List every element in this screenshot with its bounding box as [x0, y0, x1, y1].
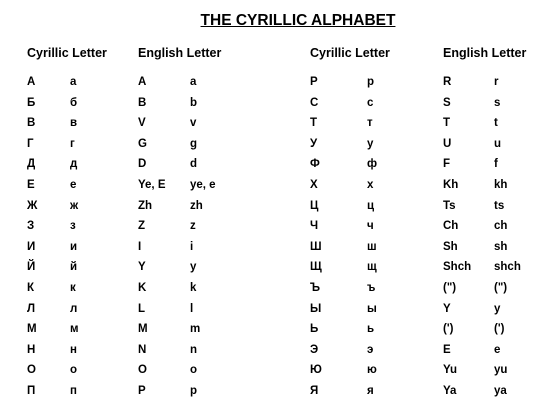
english-lower: p	[190, 384, 198, 397]
cyrillic-upper: Л	[27, 302, 36, 315]
english-lower-right: ch	[494, 220, 508, 233]
cyrillic-upper: Н	[27, 343, 36, 356]
english-lower-right: sh	[494, 240, 508, 253]
english-lower: k	[190, 281, 197, 294]
cyrillic-upper-right: Ъ	[310, 281, 321, 294]
cyrillic-lower-right: ю	[367, 364, 377, 377]
english-upper-right: (')	[443, 323, 454, 336]
cyrillic-lower-right: ь	[367, 323, 375, 336]
english-upper: N	[138, 343, 147, 356]
table-row	[0, 237, 537, 258]
cyrillic-lower: й	[70, 261, 78, 274]
english-lower: i	[190, 240, 194, 253]
english-upper: Zh	[138, 199, 153, 212]
cyrillic-upper-right: Ч	[310, 220, 319, 233]
english-upper-right: Sh	[443, 240, 458, 253]
cyrillic-lower: д	[70, 158, 78, 171]
cyrillic-upper-right: У	[310, 137, 318, 150]
english-lower-right: (")	[494, 281, 508, 294]
header-english-left: English Letter	[138, 46, 222, 60]
english-upper: G	[138, 137, 147, 150]
cyrillic-lower-right: х	[367, 178, 374, 191]
english-lower-right: r	[494, 76, 499, 88]
english-lower-right: s	[494, 96, 501, 109]
table-row	[0, 93, 537, 114]
cyrillic-upper: Й	[27, 261, 36, 274]
english-lower: o	[190, 364, 198, 377]
english-upper: P	[138, 384, 146, 397]
cyrillic-lower: в	[70, 117, 78, 130]
cyrillic-lower-right: с	[367, 96, 374, 109]
cyrillic-upper-right: Х	[310, 178, 318, 191]
cyrillic-lower: г	[70, 137, 75, 150]
table-row	[0, 278, 537, 299]
english-lower-right: u	[494, 137, 502, 150]
english-lower: l	[190, 302, 194, 315]
english-upper-right: Y	[443, 302, 451, 315]
cyrillic-lower: л	[70, 302, 78, 315]
table-row	[0, 72, 537, 93]
cyrillic-upper: П	[27, 384, 36, 397]
english-upper: D	[138, 158, 147, 171]
cyrillic-upper: Г	[27, 137, 34, 150]
english-upper: M	[138, 323, 148, 336]
cyrillic-upper-right: Щ	[310, 261, 322, 274]
english-lower-right: shch	[494, 261, 521, 274]
table-row	[0, 299, 537, 320]
table-row	[0, 196, 537, 217]
cyrillic-upper: В	[27, 117, 36, 130]
english-upper: Z	[138, 220, 146, 233]
cyrillic-lower-right: у	[367, 137, 374, 150]
english-lower: y	[190, 261, 197, 274]
english-lower: v	[190, 117, 197, 130]
english-lower: m	[190, 323, 201, 336]
cyrillic-lower-right: ц	[367, 199, 375, 212]
english-lower-right: ts	[494, 199, 505, 212]
cyrillic-upper-right: Ю	[310, 364, 322, 377]
cyrillic-upper-right: Ы	[310, 302, 322, 315]
cyrillic-lower-right: р	[367, 76, 375, 88]
header-english-right: English Letter	[443, 46, 527, 60]
english-lower-right: t	[494, 117, 498, 130]
cyrillic-lower: е	[70, 178, 77, 191]
table-row	[0, 381, 537, 402]
cyrillic-upper-right: Ь	[310, 323, 319, 336]
english-upper: Y	[138, 261, 146, 274]
english-upper-right: E	[443, 343, 451, 356]
cyrillic-upper: И	[27, 240, 36, 253]
english-upper-right: Ch	[443, 220, 459, 233]
cyrillic-upper-right: Ф	[310, 158, 320, 171]
cyrillic-lower-right: э	[367, 343, 374, 356]
english-lower-right: f	[494, 158, 498, 171]
english-lower: d	[190, 158, 198, 171]
english-lower-right: ya	[494, 384, 507, 397]
cyrillic-lower-right: ф	[367, 158, 378, 171]
english-lower-right: e	[494, 343, 501, 356]
cyrillic-upper-right: С	[310, 96, 319, 109]
cyrillic-lower-right: ъ	[367, 281, 376, 294]
english-upper-right: Yu	[443, 364, 458, 377]
cyrillic-lower-right: ы	[367, 302, 377, 315]
english-lower: a	[190, 76, 197, 88]
table-row	[0, 360, 537, 381]
table-row	[0, 154, 537, 175]
cyrillic-lower-right: т	[367, 117, 373, 130]
page-title: THE CYRILLIC ALPHABET	[200, 12, 396, 29]
english-upper-right: Kh	[443, 178, 459, 191]
english-lower: n	[190, 343, 198, 356]
english-upper-right: F	[443, 158, 451, 171]
cyrillic-upper: З	[27, 220, 35, 233]
header-cyrillic-right: Cyrillic Letter	[310, 46, 390, 60]
cyrillic-lower-right: ш	[367, 240, 377, 253]
english-upper-right: Ya	[443, 384, 457, 397]
english-upper: I	[138, 240, 142, 253]
english-upper-right: S	[443, 96, 451, 109]
english-upper: V	[138, 117, 146, 130]
table-row	[0, 340, 537, 361]
english-lower: ye, e	[190, 178, 216, 191]
english-lower-right: (')	[494, 323, 505, 336]
english-upper-right: R	[443, 76, 452, 88]
english-lower-right: y	[494, 302, 501, 315]
english-upper: A	[138, 76, 147, 88]
cyrillic-upper: М	[27, 323, 37, 336]
english-lower-right: yu	[494, 364, 508, 377]
english-lower: g	[190, 137, 198, 150]
english-upper: K	[138, 281, 147, 294]
english-upper-right: Shch	[443, 261, 472, 274]
english-upper-right: (")	[443, 281, 457, 294]
cyrillic-upper-right: Ц	[310, 199, 319, 212]
cyrillic-upper-right: Я	[310, 384, 319, 397]
cyrillic-lower-right: я	[367, 384, 374, 397]
cyrillic-lower: н	[70, 343, 77, 356]
cyrillic-lower: а	[70, 76, 77, 88]
table-row	[0, 216, 537, 237]
english-lower-right: kh	[494, 178, 508, 191]
cyrillic-lower-right: ч	[367, 220, 374, 233]
english-upper: B	[138, 96, 147, 109]
table-row	[0, 175, 537, 196]
cyrillic-upper-right: Р	[310, 76, 318, 88]
letter-table	[0, 72, 537, 402]
table-row	[0, 319, 537, 340]
cyrillic-lower: м	[70, 323, 79, 336]
cyrillic-upper-right: Э	[310, 343, 319, 356]
cyrillic-upper: Е	[27, 178, 35, 191]
cyrillic-upper-right: Ш	[310, 240, 322, 253]
cyrillic-upper: Д	[27, 158, 36, 171]
english-lower: z	[190, 220, 196, 233]
cyrillic-upper-right: Т	[310, 117, 318, 130]
english-upper-right: Ts	[443, 199, 456, 212]
cyrillic-lower-right: щ	[367, 261, 377, 274]
cyrillic-lower: ж	[70, 199, 79, 212]
cyrillic-upper: Ж	[27, 199, 38, 212]
cyrillic-lower: и	[70, 240, 78, 253]
cyrillic-lower: о	[70, 364, 78, 377]
english-lower: zh	[190, 199, 203, 212]
header-cyrillic-left: Cyrillic Letter	[27, 46, 107, 60]
english-upper: O	[138, 364, 147, 377]
english-upper: L	[138, 302, 146, 315]
cyrillic-lower: п	[70, 384, 77, 397]
cyrillic-upper: Б	[27, 96, 36, 109]
cyrillic-lower: к	[70, 281, 76, 294]
cyrillic-upper: О	[27, 364, 36, 377]
table-row	[0, 257, 537, 278]
cyrillic-lower: б	[70, 96, 78, 109]
cyrillic-upper: К	[27, 281, 35, 294]
cyrillic-upper: А	[27, 76, 36, 88]
english-upper-right: T	[443, 117, 451, 130]
english-lower: b	[190, 96, 198, 109]
table-row	[0, 113, 537, 134]
english-upper: Ye, E	[138, 178, 166, 191]
cyrillic-lower: з	[70, 220, 76, 233]
english-upper-right: U	[443, 137, 452, 150]
table-row	[0, 134, 537, 155]
